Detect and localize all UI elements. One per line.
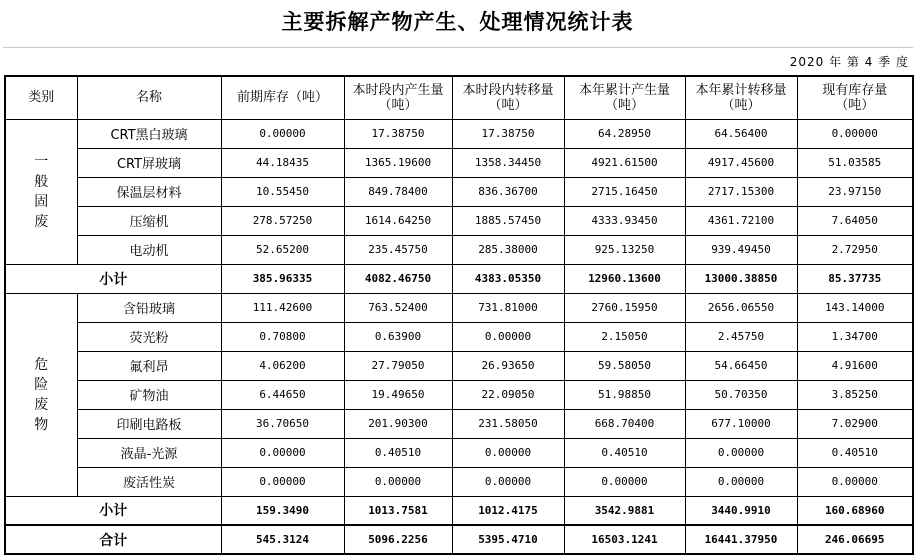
header-period-transferred: 本时段内转移量 （吨） bbox=[452, 76, 564, 119]
value-transferred: 22.09050 bbox=[452, 380, 564, 409]
value-ytd-produced: 59.58050 bbox=[564, 351, 685, 380]
value-produced: 17.38750 bbox=[344, 119, 452, 148]
report-title: 主要拆解产物产生、处理情况统计表 bbox=[281, 10, 634, 34]
total-transferred: 5395.4710 bbox=[452, 525, 564, 554]
category-label: 一般固废 bbox=[34, 153, 49, 230]
value-prev: 36.70650 bbox=[221, 409, 344, 438]
item-name: 电动机 bbox=[77, 235, 221, 264]
value-transferred: 731.81000 bbox=[452, 293, 564, 322]
header-name: 名称 bbox=[77, 76, 221, 119]
value-prev: 4.06200 bbox=[221, 351, 344, 380]
value-stock: 51.03585 bbox=[797, 148, 913, 177]
value-ytd-transferred: 2717.15300 bbox=[685, 177, 797, 206]
item-name: 压缩机 bbox=[77, 206, 221, 235]
subtotal-ytd-produced: 3542.9881 bbox=[564, 496, 685, 525]
table-row bbox=[5, 119, 913, 148]
table-row bbox=[5, 351, 913, 380]
value-ytd-produced: 64.28950 bbox=[564, 119, 685, 148]
value-produced: 0.40510 bbox=[344, 438, 452, 467]
value-ytd-transferred: 2656.06550 bbox=[685, 293, 797, 322]
value-ytd-transferred: 50.70350 bbox=[685, 380, 797, 409]
value-stock: 0.00000 bbox=[797, 467, 913, 496]
value-produced: 763.52400 bbox=[344, 293, 452, 322]
item-name: 含铅玻璃 bbox=[77, 293, 221, 322]
table-row bbox=[5, 322, 913, 351]
total-row bbox=[5, 525, 913, 554]
header-ytd-transferred: 本年累计转移量 （吨） bbox=[685, 76, 797, 119]
value-ytd-produced: 0.00000 bbox=[564, 467, 685, 496]
value-transferred: 26.93650 bbox=[452, 351, 564, 380]
value-stock: 1.34700 bbox=[797, 322, 913, 351]
value-stock: 2.72950 bbox=[797, 235, 913, 264]
value-transferred: 231.58050 bbox=[452, 409, 564, 438]
subtotal-label: 小计 bbox=[5, 496, 221, 525]
value-ytd-transferred: 0.00000 bbox=[685, 467, 797, 496]
value-produced: 235.45750 bbox=[344, 235, 452, 264]
total-prev: 545.3124 bbox=[221, 525, 344, 554]
value-produced: 0.63900 bbox=[344, 322, 452, 351]
value-prev: 111.42600 bbox=[221, 293, 344, 322]
value-ytd-produced: 0.40510 bbox=[564, 438, 685, 467]
subtotal-prev: 385.96335 bbox=[221, 264, 344, 293]
value-prev: 278.57250 bbox=[221, 206, 344, 235]
table-row bbox=[5, 235, 913, 264]
item-name: 荧光粉 bbox=[77, 322, 221, 351]
total-ytd-transferred: 16441.37950 bbox=[685, 525, 797, 554]
header-prev-stock: 前期库存（吨） bbox=[221, 76, 344, 119]
value-stock: 143.14000 bbox=[797, 293, 913, 322]
total-ytd-produced: 16503.1241 bbox=[564, 525, 685, 554]
item-name: 印刷电路板 bbox=[77, 409, 221, 438]
item-name: 液晶-光源 bbox=[77, 438, 221, 467]
table-body bbox=[5, 76, 913, 554]
value-prev: 6.44650 bbox=[221, 380, 344, 409]
value-transferred: 0.00000 bbox=[452, 438, 564, 467]
table-row bbox=[5, 409, 913, 438]
item-name: 矿物油 bbox=[77, 380, 221, 409]
value-ytd-produced: 2.15050 bbox=[564, 322, 685, 351]
value-produced: 849.78400 bbox=[344, 177, 452, 206]
value-prev: 0.70800 bbox=[221, 322, 344, 351]
subtotal-transferred: 1012.4175 bbox=[452, 496, 564, 525]
item-name: 氟利昂 bbox=[77, 351, 221, 380]
value-transferred: 285.38000 bbox=[452, 235, 564, 264]
value-ytd-transferred: 939.49450 bbox=[685, 235, 797, 264]
header-ytd-produced: 本年累计产生量 （吨） bbox=[564, 76, 685, 119]
header-row bbox=[5, 76, 913, 119]
total-produced: 5096.2256 bbox=[344, 525, 452, 554]
subtotal-label: 小计 bbox=[5, 264, 221, 293]
value-prev: 0.00000 bbox=[221, 119, 344, 148]
value-produced: 1614.64250 bbox=[344, 206, 452, 235]
value-transferred: 0.00000 bbox=[452, 467, 564, 496]
value-stock: 0.40510 bbox=[797, 438, 913, 467]
total-label: 合计 bbox=[5, 525, 221, 554]
subtotal-row bbox=[5, 264, 913, 293]
subtotal-prev: 159.3490 bbox=[221, 496, 344, 525]
value-stock: 7.64050 bbox=[797, 206, 913, 235]
value-ytd-transferred: 0.00000 bbox=[685, 438, 797, 467]
table-row bbox=[5, 148, 913, 177]
value-ytd-transferred: 677.10000 bbox=[685, 409, 797, 438]
value-ytd-produced: 51.98850 bbox=[564, 380, 685, 409]
value-produced: 19.49650 bbox=[344, 380, 452, 409]
item-name: 保温层材料 bbox=[77, 177, 221, 206]
value-ytd-produced: 4333.93450 bbox=[564, 206, 685, 235]
subtotal-produced: 1013.7581 bbox=[344, 496, 452, 525]
item-name: CRT屏玻璃 bbox=[77, 148, 221, 177]
value-stock: 0.00000 bbox=[797, 119, 913, 148]
value-prev: 0.00000 bbox=[221, 438, 344, 467]
subtotal-ytd-transferred: 3440.9910 bbox=[685, 496, 797, 525]
table-row bbox=[5, 293, 913, 322]
value-produced: 0.00000 bbox=[344, 467, 452, 496]
subtotal-transferred: 4383.05350 bbox=[452, 264, 564, 293]
value-transferred: 1885.57450 bbox=[452, 206, 564, 235]
table-row bbox=[5, 438, 913, 467]
table-row bbox=[5, 177, 913, 206]
value-produced: 201.90300 bbox=[344, 409, 452, 438]
header-period-produced: 本时段内产生量 （吨） bbox=[344, 76, 452, 119]
value-stock: 23.97150 bbox=[797, 177, 913, 206]
category-cell bbox=[5, 119, 77, 264]
value-ytd-produced: 668.70400 bbox=[564, 409, 685, 438]
header-current-stock: 现有库存量 （吨） bbox=[797, 76, 913, 119]
value-prev: 0.00000 bbox=[221, 467, 344, 496]
value-transferred: 17.38750 bbox=[452, 119, 564, 148]
value-prev: 10.55450 bbox=[221, 177, 344, 206]
item-name: CRT黑白玻璃 bbox=[77, 119, 221, 148]
value-produced: 1365.19600 bbox=[344, 148, 452, 177]
statistics-table bbox=[4, 75, 914, 555]
subtotal-stock: 160.68960 bbox=[797, 496, 913, 525]
category-cell bbox=[5, 293, 77, 496]
value-produced: 27.79050 bbox=[344, 351, 452, 380]
subtotal-ytd-produced: 12960.13600 bbox=[564, 264, 685, 293]
table-row bbox=[5, 206, 913, 235]
total-stock: 246.06695 bbox=[797, 525, 913, 554]
subtotal-stock: 85.37735 bbox=[797, 264, 913, 293]
subtotal-produced: 4082.46750 bbox=[344, 264, 452, 293]
table-row bbox=[5, 467, 913, 496]
subtotal-ytd-transferred: 13000.38850 bbox=[685, 264, 797, 293]
title-divider bbox=[3, 47, 913, 48]
value-stock: 4.91600 bbox=[797, 351, 913, 380]
value-prev: 52.65200 bbox=[221, 235, 344, 264]
value-transferred: 0.00000 bbox=[452, 322, 564, 351]
value-stock: 7.02900 bbox=[797, 409, 913, 438]
table-row bbox=[5, 380, 913, 409]
value-ytd-transferred: 64.56400 bbox=[685, 119, 797, 148]
value-transferred: 836.36700 bbox=[452, 177, 564, 206]
value-ytd-produced: 2715.16450 bbox=[564, 177, 685, 206]
header-category: 类别 bbox=[5, 76, 77, 119]
value-ytd-produced: 2760.15950 bbox=[564, 293, 685, 322]
value-ytd-transferred: 54.66450 bbox=[685, 351, 797, 380]
item-name: 废活性炭 bbox=[77, 467, 221, 496]
value-ytd-produced: 4921.61500 bbox=[564, 148, 685, 177]
value-prev: 44.18435 bbox=[221, 148, 344, 177]
subtotal-row bbox=[5, 496, 913, 525]
value-ytd-transferred: 2.45750 bbox=[685, 322, 797, 351]
value-ytd-transferred: 4361.72100 bbox=[685, 206, 797, 235]
value-transferred: 1358.34450 bbox=[452, 148, 564, 177]
value-ytd-transferred: 4917.45600 bbox=[685, 148, 797, 177]
value-ytd-produced: 925.13250 bbox=[564, 235, 685, 264]
value-stock: 3.85250 bbox=[797, 380, 913, 409]
report-period: 2020 年 第 4 季 度 bbox=[789, 55, 909, 69]
category-label: 危险废物 bbox=[34, 356, 49, 433]
